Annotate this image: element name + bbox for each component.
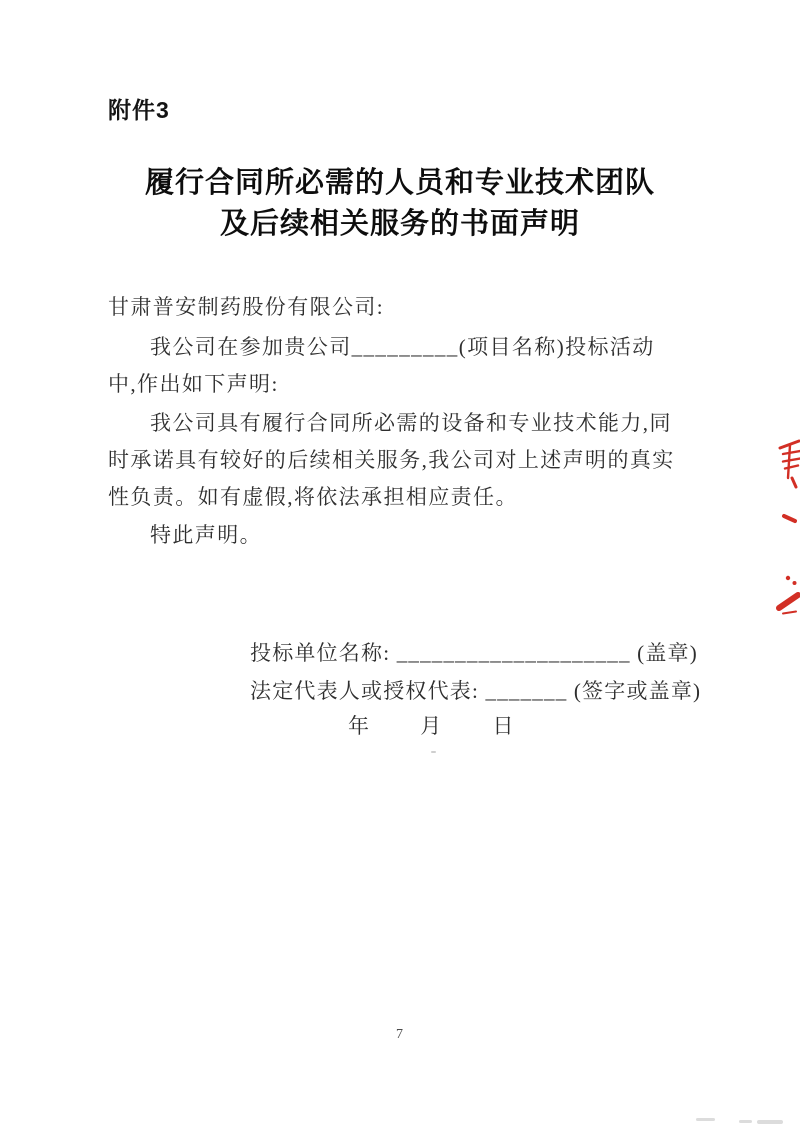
bidder-unit-label: 投标单位名称: (250, 641, 391, 665)
signature-line-representative (250, 675, 701, 705)
bidder-unit-blank: ____________________ (396, 641, 631, 665)
representative-label: 法定代表人或授权代表: (250, 679, 480, 703)
red-stamp-fragments (762, 432, 800, 622)
document-title-line1: 履行合同所必需的人员和专业技术团队 (144, 167, 655, 199)
scan-smudge (739, 1120, 752, 1123)
page-number: 7 (396, 1027, 404, 1042)
attachment-label: 附件3 (108, 97, 170, 123)
body-line-capability-1: 我公司具有履行合同所必需的设备和专业技术能力,同 (150, 411, 672, 435)
scan-speck (431, 751, 436, 753)
document-title (0, 163, 800, 245)
representative-sign-note: (签字或盖章) (573, 679, 702, 703)
date-month-label: 月 (420, 714, 442, 738)
body-line-project-blank: 我公司在参加贵公司_________(项目名称)投标活动 (150, 335, 655, 359)
body-line-declaration-intro: 中,作出如下声明: (108, 372, 279, 396)
scan-smudge (696, 1118, 715, 1121)
red-stamp-fragment-lower (779, 576, 798, 614)
scan-smudge (757, 1120, 783, 1124)
date-year-label: 年 (348, 714, 369, 738)
red-stamp-fragment-upper (780, 441, 800, 487)
body-line-salutation: 甘肃普安制药股份有限公司: (108, 295, 385, 319)
date-day-label: 日 (492, 714, 514, 738)
date-line (348, 710, 514, 740)
body-line-liability: 性负责。如有虚假,将依法承担相应责任。 (108, 485, 518, 509)
signature-line-unit (250, 637, 698, 667)
red-stamp-fragment-middle (784, 516, 795, 521)
representative-blank: _______ (485, 679, 568, 703)
bidder-unit-seal-note: (盖章) (637, 641, 698, 665)
document-title-line2: 及后续相关服务的书面声明 (219, 208, 580, 240)
body-line-capability-2: 时承诺具有较好的后续相关服务,我公司对上述声明的真实 (108, 448, 675, 472)
body-line-closing: 特此声明。 (150, 523, 262, 547)
